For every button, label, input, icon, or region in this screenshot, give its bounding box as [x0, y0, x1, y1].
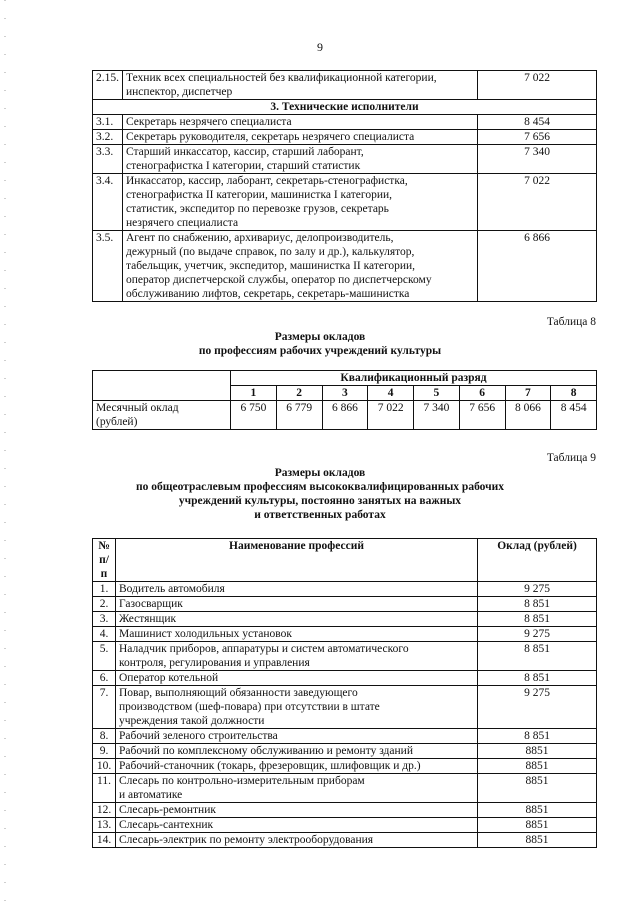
grade-4-header: 4	[368, 386, 414, 401]
grade-7-header: 7	[505, 386, 551, 401]
table-row	[93, 833, 597, 848]
profession-name	[116, 774, 478, 803]
title-line: по профессиям рабочих учреждений культуры	[198, 345, 442, 357]
profession-name	[116, 729, 478, 744]
name-line: Машинист холодильных установок	[119, 628, 292, 640]
salary-value: 8 851	[478, 671, 597, 686]
table-row	[93, 71, 597, 100]
row-number: 1.	[93, 582, 116, 597]
row-number: 3.1.	[93, 115, 123, 130]
row-number: 3.5.	[93, 231, 123, 302]
grade-6-header: 6	[459, 386, 505, 401]
position-name	[123, 130, 478, 145]
section-heading: 3. Технические исполнители	[93, 100, 597, 115]
profession-name	[116, 671, 478, 686]
name-line: табельщик, учетчик, экспедитор, машинистка II категории,	[126, 260, 416, 272]
table-row	[93, 231, 597, 302]
table-7	[92, 70, 597, 302]
salary-value: 8 851	[478, 597, 597, 612]
salary-value: 8851	[478, 759, 597, 774]
name-line: Инкассатор, кассир, лаборант, секретарь-стенографистка,	[126, 175, 408, 187]
profession-name	[116, 597, 478, 612]
salary-value: 8851	[478, 774, 597, 803]
row-number: 12.	[93, 803, 116, 818]
grade-4-salary: 7 022	[368, 401, 414, 430]
row-number: 3.	[93, 612, 116, 627]
name-line: Оператор котельной	[119, 672, 219, 684]
name-line: Старший инкассатор, кассир, старший лаборант,	[126, 146, 364, 158]
name-line: дежурный (по выдаче справок, по залу и др.), калькулятор,	[126, 246, 415, 258]
salary-value: 7 022	[478, 71, 597, 100]
table-8-caption: Таблица 8	[546, 316, 596, 328]
table-row	[93, 612, 597, 627]
table-row	[93, 115, 597, 130]
salary-value: 9 275	[478, 627, 597, 642]
profession-name	[116, 642, 478, 671]
salary-value: 9 275	[478, 582, 597, 597]
name-line: Газосварщик	[119, 598, 183, 610]
position-name	[123, 231, 478, 302]
name-line: стенографистка I категории, старший статистик	[126, 160, 361, 172]
table-9	[92, 538, 597, 848]
row-number: 7.	[93, 686, 116, 729]
table-row	[93, 642, 597, 671]
table-row	[93, 759, 597, 774]
salary-value: 8851	[478, 744, 597, 759]
title-line: учреждений культуры, постоянно занятых на важных	[178, 495, 462, 507]
salary-value: 7 656	[478, 130, 597, 145]
row-number: 14.	[93, 833, 116, 848]
position-name	[123, 115, 478, 130]
monthly-salary-label: Месячный оклад (рублей)	[93, 401, 231, 430]
salary-value: 7 340	[478, 145, 597, 174]
salary-value: 8 851	[478, 642, 597, 671]
table-row	[93, 627, 597, 642]
table-row	[93, 597, 597, 612]
name-line: Рабочий зеленого строительства	[119, 730, 278, 742]
name-line: инспектор, диспетчер	[126, 86, 233, 98]
col-salary-header: Оклад (рублей)	[478, 539, 597, 582]
table-9-caption: Таблица 9	[546, 452, 596, 464]
table-row	[93, 100, 597, 115]
name-line: Секретарь руководителя, секретарь незрячего специалиста	[126, 131, 415, 143]
grade-5-header: 5	[414, 386, 460, 401]
row-number: 10.	[93, 759, 116, 774]
name-line: незрячего специалиста	[126, 217, 239, 229]
page-number: 9	[317, 40, 323, 54]
profession-name	[116, 744, 478, 759]
name-line: контроля, регулирования и управления	[119, 657, 310, 669]
name-line: Секретарь незрячего специалиста	[126, 116, 292, 128]
table-8-corner	[93, 371, 231, 401]
position-name	[123, 145, 478, 174]
grade-2-salary: 6 779	[276, 401, 322, 430]
name-line: Водитель автомобиля	[119, 583, 225, 595]
profession-name	[116, 818, 478, 833]
name-line: Рабочий-станочник (токарь, фрезеровщик, шлифовщик и др.)	[119, 760, 421, 772]
profession-name	[116, 582, 478, 597]
grade-1-header: 1	[231, 386, 277, 401]
table-row	[93, 671, 597, 686]
grade-3-salary: 6 866	[322, 401, 368, 430]
grade-5-salary: 7 340	[414, 401, 460, 430]
title-line: Размеры окладов	[274, 331, 366, 343]
row-number: 9.	[93, 744, 116, 759]
table-row	[93, 803, 597, 818]
col-num-header: № п/п	[93, 539, 116, 582]
row-number: 13.	[93, 818, 116, 833]
name-line: Жестянщик	[119, 613, 177, 625]
table-row	[93, 729, 597, 744]
profession-name	[116, 803, 478, 818]
row-number: 6.	[93, 671, 116, 686]
position-name	[123, 174, 478, 231]
name-line: Слесарь-ремонтник	[119, 804, 216, 816]
grade-3-header: 3	[322, 386, 368, 401]
salary-value: 8 851	[478, 612, 597, 627]
name-line: Агент по снабжению, архивариус, делопроизводитель,	[126, 232, 394, 244]
salary-value: 7 022	[478, 174, 597, 231]
row-number: 11.	[93, 774, 116, 803]
profession-name	[116, 759, 478, 774]
binding-margin	[4, 0, 6, 905]
col-name-header: Наименование профессий	[116, 539, 478, 582]
grade-8-salary: 8 454	[551, 401, 597, 430]
name-line: Слесарь-электрик по ремонту электрооборудования	[119, 834, 374, 846]
name-line: Наладчик приборов, аппаратуры и систем автоматического	[119, 643, 409, 655]
row-number: 5.	[93, 642, 116, 671]
name-line: и автоматике	[119, 789, 183, 801]
table-row	[93, 130, 597, 145]
grade-6-salary: 7 656	[459, 401, 505, 430]
grade-2-header: 2	[276, 386, 322, 401]
profession-name	[116, 612, 478, 627]
table-row	[93, 744, 597, 759]
row-number: 2.	[93, 597, 116, 612]
salary-value: 8851	[478, 833, 597, 848]
salary-value: 8 851	[478, 729, 597, 744]
name-line: Слесарь по контрольно-измерительным приборам	[119, 775, 365, 787]
title-line: и ответственных работах	[254, 509, 386, 521]
profession-name	[116, 833, 478, 848]
profession-name	[116, 686, 478, 729]
salary-value: 9 275	[478, 686, 597, 729]
table-row	[93, 818, 597, 833]
table-row	[93, 686, 597, 729]
name-line: обслуживанию лифтов, секретарь, секретарь-машинистка	[126, 288, 410, 300]
name-line: Техник всех специальностей без квалификационной категории,	[126, 72, 437, 84]
qualification-grade-header: Квалификационный разряд	[231, 371, 597, 386]
table-8	[92, 370, 597, 430]
row-number: 4.	[93, 627, 116, 642]
salary-value: 8851	[478, 818, 597, 833]
name-line: Рабочий по комплексному обслуживанию и ремонту зданий	[119, 745, 413, 757]
salary-value: 6 866	[478, 231, 597, 302]
title-line: Размеры окладов	[274, 467, 366, 479]
row-number: 3.4.	[93, 174, 123, 231]
row-number: 2.15.	[93, 71, 123, 100]
position-name	[123, 71, 478, 100]
table-row	[93, 582, 597, 597]
grade-7-salary: 8 066	[505, 401, 551, 430]
title-line: по общеотраслевым профессиям высококвалифицированных рабочих	[136, 481, 504, 493]
table-row	[93, 145, 597, 174]
salary-value: 8 454	[478, 115, 597, 130]
salary-value: 8851	[478, 803, 597, 818]
name-line: оператор диспетчерской службы, оператор по диспетчерскому	[126, 274, 432, 286]
table-9-title	[0, 466, 640, 522]
name-line: стенографистка II категории, машинистка I категории,	[126, 189, 393, 201]
table-row	[93, 174, 597, 231]
row-number: 8.	[93, 729, 116, 744]
profession-name	[116, 627, 478, 642]
name-line: производством (шеф-повара) при отсутствии в штате	[119, 701, 380, 713]
name-line: Повар, выполняющий обязанности заведующего	[119, 687, 358, 699]
table-8-title	[0, 330, 640, 358]
grade-1-salary: 6 750	[231, 401, 277, 430]
grade-8-header: 8	[551, 386, 597, 401]
table-row	[93, 774, 597, 803]
name-line: Слесарь-сантехник	[119, 819, 214, 831]
name-line: статистик, экспедитор по перевозке грузов, секретарь	[126, 203, 389, 215]
row-number: 3.2.	[93, 130, 123, 145]
name-line: учреждения такой должности	[119, 715, 265, 727]
row-number: 3.3.	[93, 145, 123, 174]
